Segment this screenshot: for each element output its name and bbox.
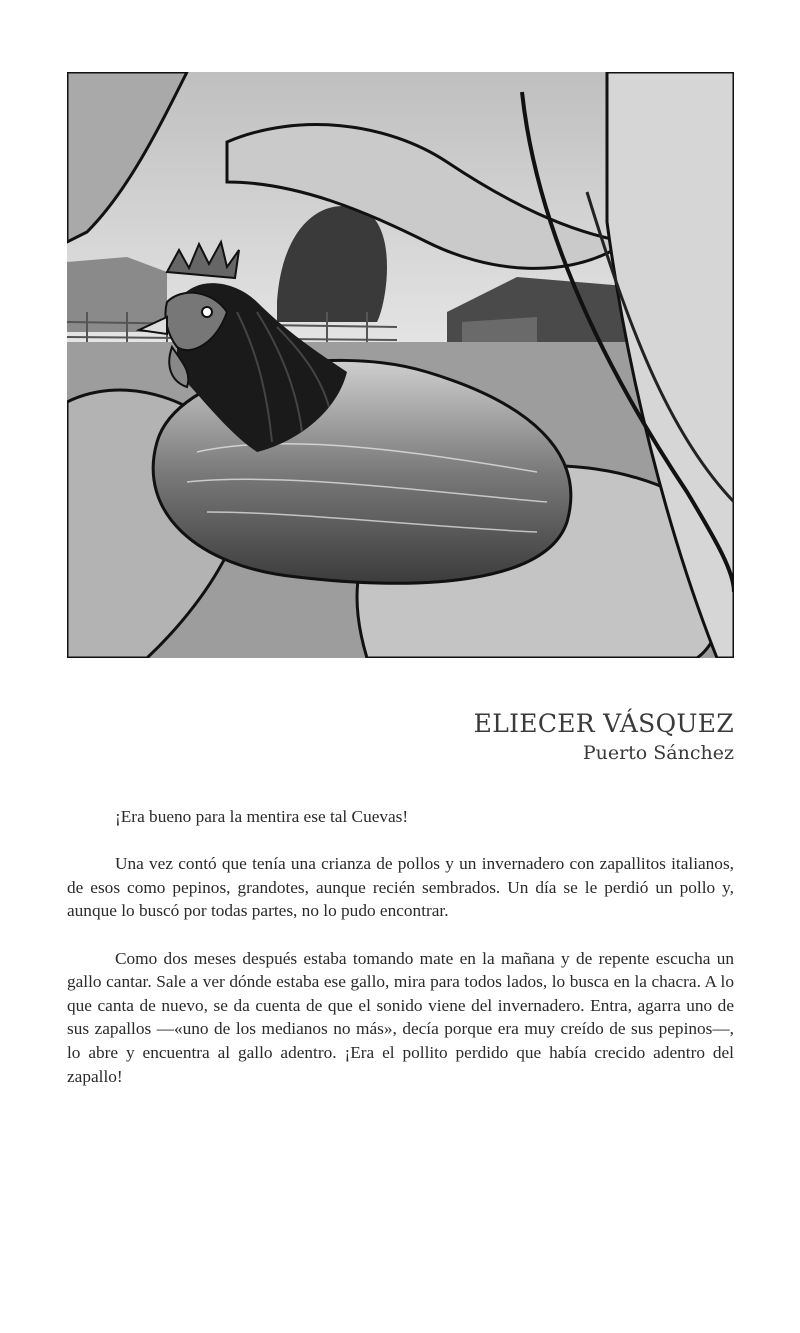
story-paragraph: Una vez contó que tenía una crianza de pollos y un invernadero con zapallitos italianos, de esos como pepinos, grandotes, aunque recién sembrados. Un día se le perdió un pollo y, aunque lo buscó por todas partes, no lo pudo encontrar.	[67, 854, 734, 921]
byline	[474, 708, 734, 766]
illustration-artwork	[67, 72, 734, 658]
story-paragraph: Como dos meses después estaba tomando mate en la mañana y de repente escucha un gallo cantar. Sale a ver dónde estaba ese gallo, mira para todos lados, lo busca en la chacra. A lo que canta de nuevo, se da cuenta de que el sonido viene del invernadero. Entra, agarra uno de sus zapallos —«uno de los medianos no más», decía porque era muy creído de sus pepinos—, lo abre y encuentra al gallo adentro. ¡Era el pollito perdido que había crecido adentro del zapallo!	[67, 948, 734, 1086]
author-name: ELIECER VÁSQUEZ	[473, 709, 734, 738]
author-place: Puerto Sánchez	[582, 742, 734, 764]
rooster-in-zucchini-illustration	[67, 72, 734, 658]
story-text	[67, 805, 734, 1112]
story-paragraph: ¡Era bueno para la mentira ese tal Cuevas!	[115, 807, 409, 826]
